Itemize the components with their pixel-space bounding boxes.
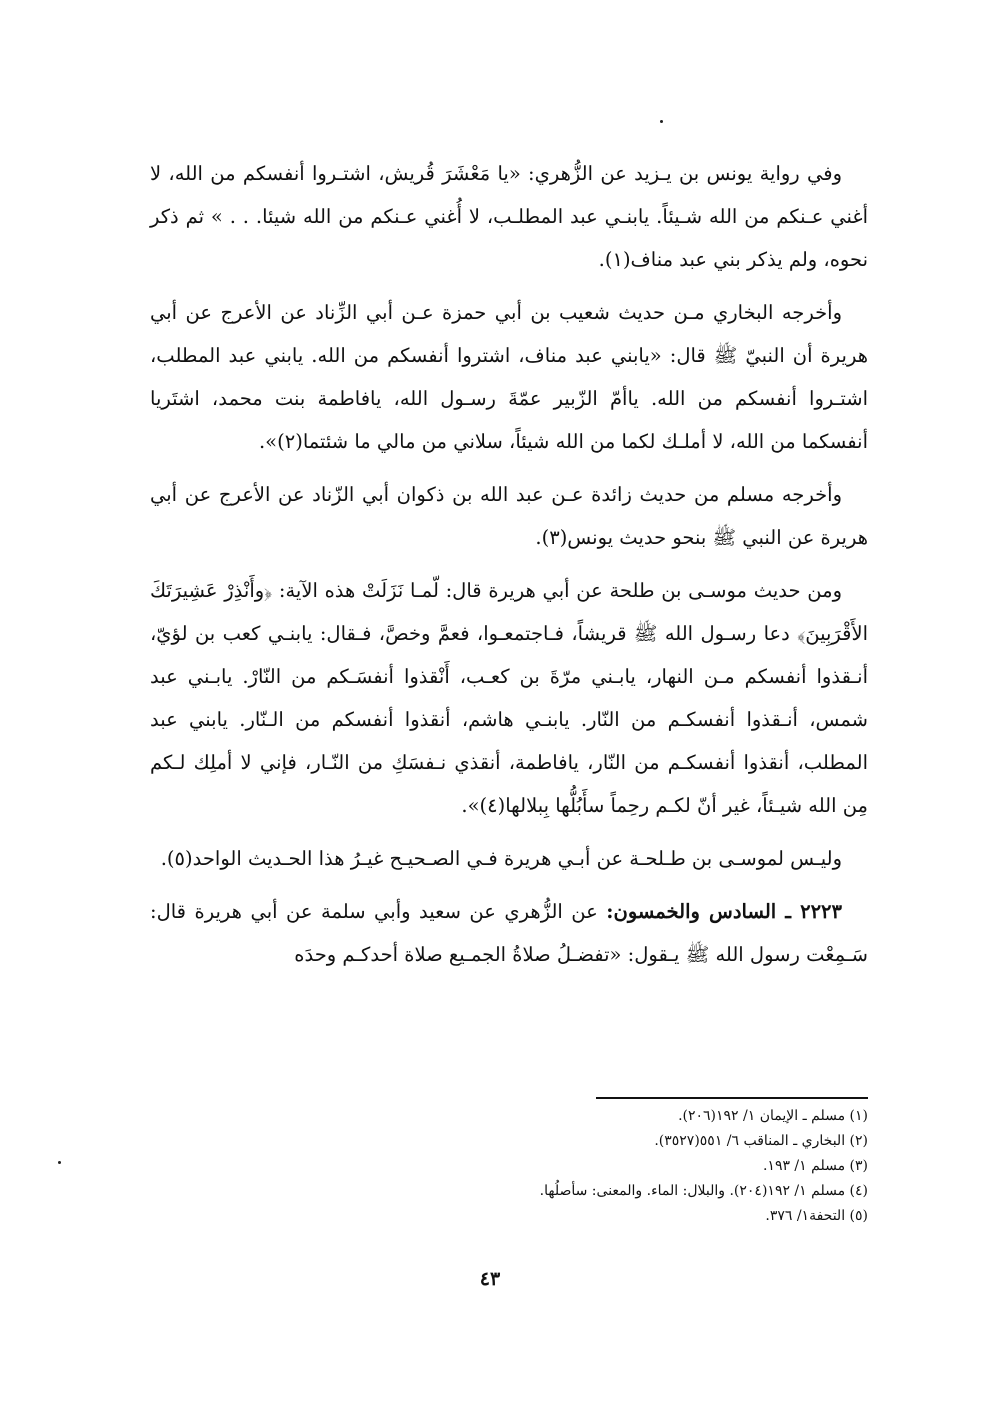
- footnote-2: (٢) البخاري ـ المناقب ٦/ ٥٥١(٣٥٢٧).: [654, 1133, 868, 1149]
- paragraph-text: وأخرجه مسلم من حديث زائدة عـن عبد الله بن ذكوان أبي الزّناد عن الأعرج عن أبي هريرة عن النبي ﷺ بنحو حديث يونس(٣).: [150, 483, 868, 549]
- footnotes: [380, 1104, 868, 1229]
- paragraph-4: [150, 569, 868, 827]
- main-text: [150, 152, 868, 976]
- footnote-1: (١) مسلم ـ الإيمان ١/ ١٩٢(٢٠٦).: [678, 1108, 868, 1124]
- paragraph-2: [150, 291, 868, 463]
- footnote-divider: [596, 1097, 868, 1099]
- paragraph-6: [150, 890, 868, 976]
- paragraph-1: [150, 152, 868, 281]
- paragraph-text: ومن حديث موسـى بن طلحة عن أبي هريرة قال: لّمـا نَزَلَتْ هذه الآية: ﴿وأَنْذِرْ عَشِيرَتَكَ الأَقْرَبِينَ﴾ دعا رسـول الله ﷺ قريشاً، فـاجتمعـوا، فعمَّ وخصَّ، فـقال: يابنـي كعب بن لؤيّ، أنـقذوا أنفسكم مـن النهار، يابـني مرّةَ بن كعـب، أَنْقذوا أنفسَـكم من النّارْ. يابـني عبد شمس، أنـقذوا أنفسكـم من النّار. يابنـي هاشم، أنقذوا أنفسكم من الـنّار. يابني عبد المطلب، أنقذوا أنفسكـم من النّار، يافاطمة، أنقذي نـفسَكِ من النّـار، فإني لا أملِك لـكم مِن الله شيـئاً، غير أنّ لكـم رحِماً سأَبُلُّها بِبلالها(٤)».: [150, 579, 868, 817]
- footnote-5: (٥) التحفة١/ ٣٧٦.: [765, 1208, 868, 1224]
- paragraph-3: [150, 473, 868, 559]
- paragraph-text: وليـس لموسـى بن طـلحـة عن أبـي هريرة فـي الصـحيـح غيـرُ هذا الحـديث الواحد(٥).: [160, 847, 842, 870]
- page-number: ٤٣: [479, 1268, 501, 1290]
- footnote-3: (٣) مسلم ١/ ١٩٣.: [762, 1158, 868, 1174]
- paragraph-text: وفي رواية يونس بن يـزيد عن الزُّهري: «يا مَعْشَرَ قُريش، اشتـروا أنفسكم من الله، لا أغني عـنكم من الله شـيئاً. يابنـي عبد المطلـب، لا أُغني عـنكم من الله شيئا. . . » ثم ذكر نحوه، ولم يذكر بني عبد مناف(١).: [150, 162, 868, 271]
- paragraph-text: عن الزُّهري عن سعيد وأبي سلمة عن أبي هريرة قال: سَـمِعْت رسول الله ﷺ يـقول: «تفضـلُ صلاةُ الجمـيع صلاة أحدكـم وحدَه: [150, 900, 868, 966]
- paragraph-5: [150, 837, 868, 880]
- scan-speck: [58, 1161, 61, 1164]
- paragraph-text: وأخرجه البخاري مـن حديث شعيب بن أبي حمزة عـن أبي الزِّناد عن الأعرج عن أبي هريرة أن النبيّ ﷺ قال: «يابني عبد مناف، اشتروا أنفسكم من الله. يابني عبد المطلب، اشتـروا أنفسكم من الله. ياأمّ الزّبير عمّةَ رسـول الله، يافاطمة بنت محمد، اشتَريا أنفسكما من الله، لا أملـك لكما من الله شيئاً، سلاني من مالي ما شئتما(٢)».: [150, 301, 868, 453]
- footnote-4: (٤) مسلم ١/ ١٩٢(٢٠٤). والبلال: الماء. والمعنى: سأصلُها.: [539, 1183, 868, 1199]
- paragraph-heading: ٢٢٢٣ ـ السادس والخمسون:: [606, 900, 842, 923]
- scan-speck: [660, 120, 663, 123]
